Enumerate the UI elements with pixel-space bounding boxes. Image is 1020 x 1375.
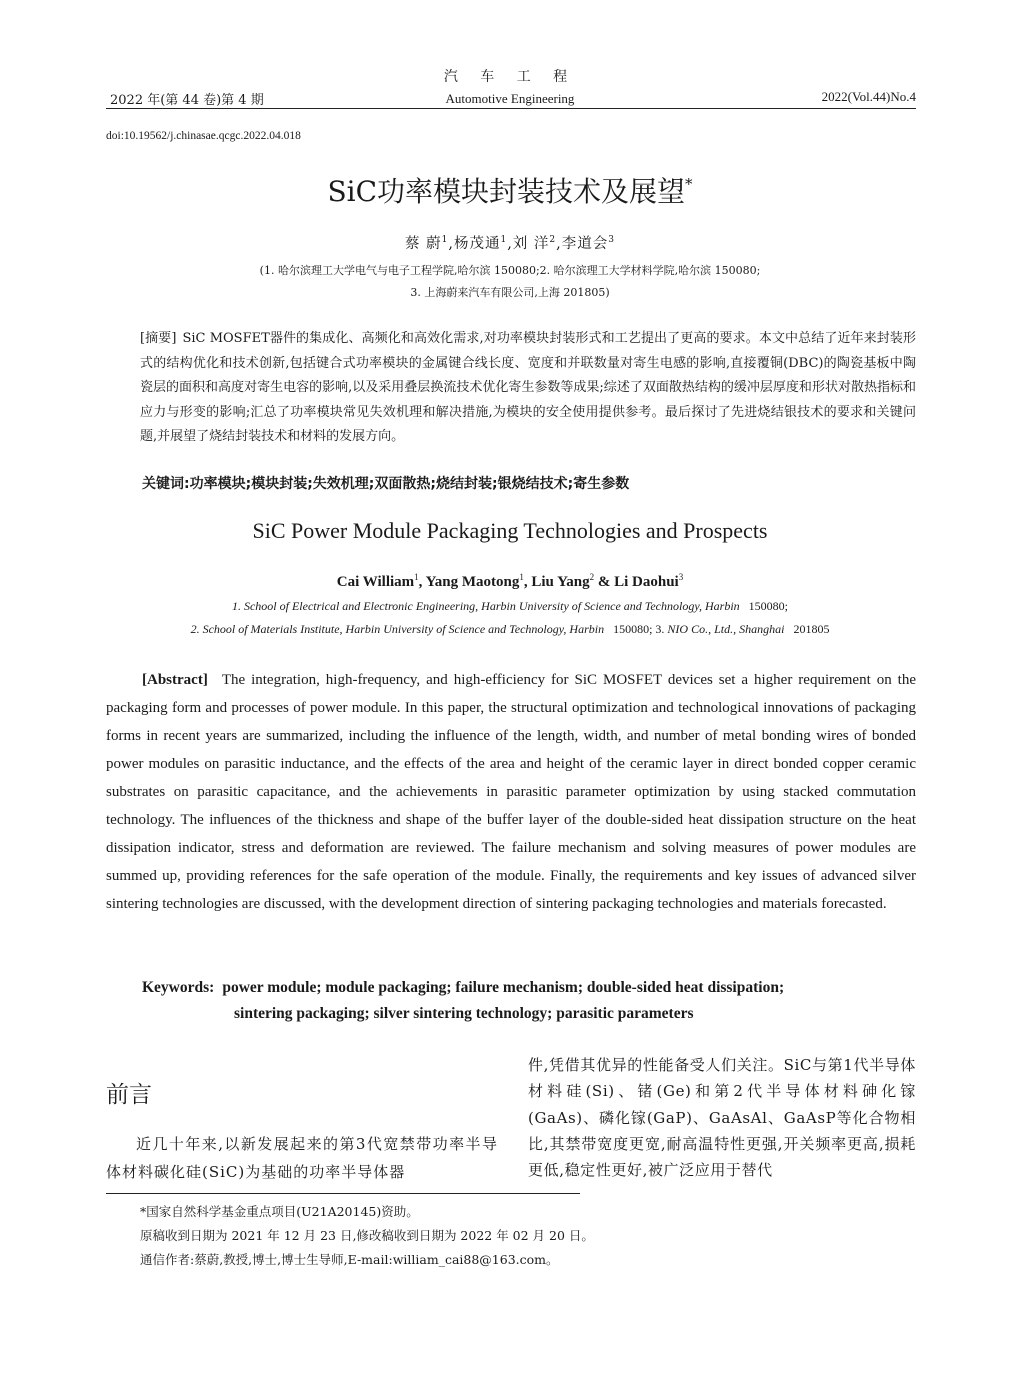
author-list-en: Cai William$^1$, Yang Maotong$^1$, Liu Yang$^2$ & Li Daohui$^3$ — [336, 572, 684, 590]
abstract-en-label: [Abstract] — [142, 672, 208, 688]
journal-name-cn: 汽 车 工 程 — [443, 69, 577, 85]
author-affil-mark: 2 — [589, 572, 595, 582]
author-affil-mark: 3 — [678, 572, 684, 582]
body-text-right-column: 件,凭借其优异的性能备受人们关注。SiC与第1代半导体材料硅(Si)、锗(Ge)和第2代半导体材料砷化镓(GaAs)、磷化镓(GaP)、GaAsAl、GaAsP等化合物相比,其禁带宽度更宽,耐高温特性更强,开关频率更高,损耗更低,稳定性更好,被广泛应用于替代 — [528, 1056, 916, 1180]
author-affil-mark: 1 — [441, 235, 449, 245]
footnote-corresponding: 通信作者:蔡蔚,教授,博士,博士生导师,E-mail:william_cai88@163.com。 — [140, 1252, 559, 1267]
author-name: Li Daohui — [614, 574, 679, 590]
keywords-en-line: power module; module packaging; failure mechanism; double-sided heat dissipation; — [222, 979, 785, 996]
author-affil-mark: 3 — [608, 235, 615, 245]
footnote-dates: 原稿收到日期为 2021 年 12 月 23 日,修改稿收到日期为 2022 年 02 月 20 日。 — [140, 1228, 594, 1243]
header-rule — [106, 108, 916, 109]
author-name: 杨茂通 — [453, 236, 501, 252]
footnote-rule — [106, 1193, 580, 1194]
author-name: Cai William — [336, 574, 415, 590]
paper-title-en: SiC Power Module Packaging Technologies and Prospects — [252, 518, 768, 543]
keywords-cn: 关键词:功率模块;模块封装;失效机理;双面散热;烧结封装;银烧结技术;寄生参数 — [142, 476, 630, 492]
author-affil-mark: 1 — [519, 572, 524, 582]
affiliation-en-line: 2. School of Materials Institute, Harbin University of Science and Technology, Harbin 150080; 3. NIO Co., Ltd., Shanghai 201805 — [190, 622, 830, 636]
author-name: 李道会 — [561, 236, 609, 252]
title-text: SiC功率模块封装技术及展望 — [327, 175, 686, 208]
author-name: 刘 洋 — [512, 236, 550, 252]
abstract-en — [106, 666, 916, 918]
author-affil-mark: 1 — [414, 572, 419, 582]
affiliation-en-line: 1. School of Electrical and Electronic Engineering, Harbin University of Science and Technology, Harbin 150080; — [231, 599, 789, 613]
affiliation-cn-line: 3. 上海蔚来汽车有限公司,上海 201805) — [410, 286, 610, 299]
author-list-cn: 蔡 蔚$^1$,杨茂通$^1$,刘 洋$^2$,李道会$^3$ — [405, 235, 615, 252]
keywords-en-line: sintering packaging; silver sintering technology; parasitic parameters — [234, 1005, 694, 1022]
issue-info-cn: 2022 年(第 44 卷)第 4 期 — [110, 93, 264, 108]
doi[interactable]: doi:10.19562/j.chinasae.qcgc.2022.04.018 — [106, 130, 301, 142]
author-affil-mark: 1 — [500, 235, 508, 245]
abstract-cn — [140, 327, 916, 450]
affiliation-cn-line: (1. 哈尔滨理工大学电气与电子工程学院,哈尔滨 150080;2. 哈尔滨理工大学材料学院,哈尔滨 150080; — [259, 264, 761, 277]
keywords-en-label: Keywords: — [142, 979, 215, 996]
paper-title-cn — [0, 170, 1020, 210]
issue-info-en: 2022(Vol.44)No.4 — [821, 89, 916, 104]
author-name: Yang Maotong — [425, 574, 520, 590]
journal-name-en: Automotive Engineering — [445, 91, 575, 106]
keywords-en — [142, 975, 918, 1027]
abstract-en-text: The integration, high-frequency, and high-efficiency for SiC MOSFET devices set a higher requirement on the packaging form and processes of power module. In this paper, the structural optimization and technological innovations of packaging forms in recent years are summarized, including the influence of the length, width, and number of metal bonding wires of bonded power modules on parasitic inductance, and the effects of the area and height of the ceramic layer in direct bonded copper ceramic substrates on parasitic capacitance, and the achievements in parasitic parameter optimization by using stacked commutation technology. The influences of the thickness and shape of the buffer layer of the double-sided heat dissipation structure on the heat dissipation indicator, stress and deformation are reviewed. The failure mechanism and solving measures of power modules are summed up, providing references for the safe operation of the module. Finally, the requirements and key issues of advanced silver sintering technologies are discussed, with the development direction of sintering packaging technologies and materials forecasted. — [106, 672, 916, 912]
title-footnote-mark: * — [685, 175, 693, 193]
body-text-left-column: 近几十年来,以新发展起来的第3代宽禁带功率半导体材料碳化硅(SiC)为基础的功率半导体器 — [106, 1135, 498, 1181]
author-name: Liu Yang — [531, 574, 590, 590]
author-affil-mark: 2 — [549, 235, 557, 245]
footnote-funding: *国家自然科学基金重点项目(U21A20145)资助。 — [140, 1204, 419, 1219]
author-name: 蔡 蔚 — [405, 236, 442, 252]
abstract-cn-label: [摘要] — [140, 331, 177, 346]
section-heading: 前言 — [106, 1082, 152, 1108]
abstract-cn-text: SiC MOSFET器件的集成化、高频化和高效化需求,对功率模块封装形式和工艺提出了更高的要求。本文中总结了近年来封装形式的结构优化和技术创新,包括键合式功率模块的金属键合线长度、宽度和并联数量对寄生电感的影响,直接覆铜(DBC)的陶瓷基板中陶瓷层的面积和高度对寄生电容的影响,以及采用叠层换流技术优化寄生参数等成果;综述了双面散热结构的缓冲层厚度和形状对散热指标和应力与形变的影响;汇总了功率模块常见失效机理和解决措施,为模块的安全使用提供参考。最后探讨了先进烧结银技术的要求和关键问题,并展望了烧结封装技术和材料的发展方向。 — [140, 331, 916, 445]
